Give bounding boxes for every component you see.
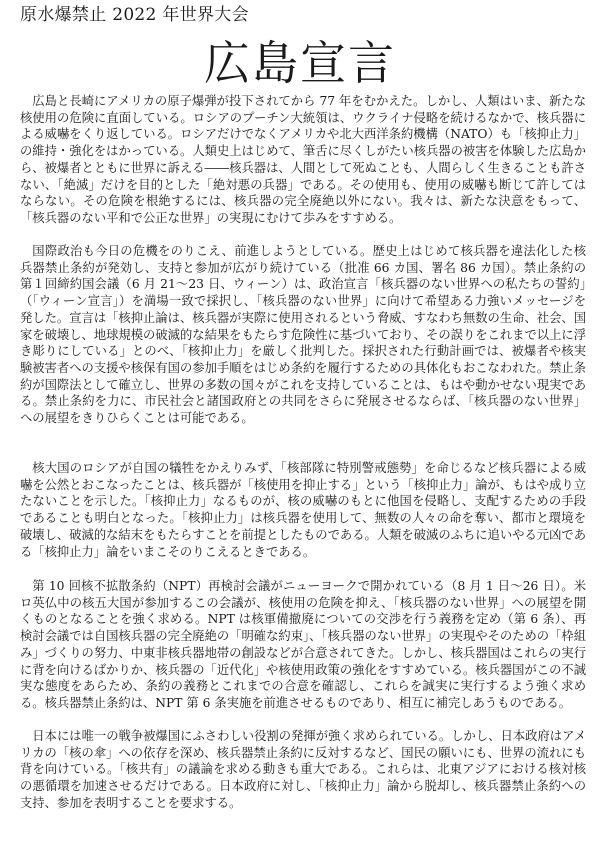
paragraph: 国際政治も今日の危機をのりこえ、前進しようとしている。歴史上はじめて核兵器を違法化した核兵器禁止条約が発効し、支持と参加が広がり続けている（批准 66 カ国、署名 86 カ国）。禁止条約の第１回締約国会議（6 月 21～23 日、ウィーン）は、政治宣言「核兵器のない世界への私たちの誓約」（「ウィーン宣言」）を満場一致で採択し、「核兵器のない世界」に向けて希望ある力強いメッセージを発した。宣言は「核抑止論は、核兵器が実際に使用されるという脅威、すなわち無数の生命、社会、国家を破壊し、地球規模の破滅的な結果をもたらす危険性に基づいており、その誤りをこれまで以上に浮き彫りにしている」とのべ、「核抑止力」を厳しく批判した。採択された行動計画では、被爆者や核実験被害者への支援や核保有国の参加手順をはじめ条約を履行するための具体化もおこなわれた。禁止条約が国際法として確立し、世界の多数の国々がこれを支持していることは、もはや動かせない現実である。禁止条約を力に、市民社会と諸国政府との共同をさらに発展させるならば、「核兵器のない世界」への展望をきりひらくことは可能である。 [20, 244, 586, 426]
page-title: 広島宣言 [204, 36, 396, 90]
conference-name: 原水爆禁止 2022 年世界大会 [20, 5, 249, 25]
paragraph: 核大国のロシアが自国の犠牲をかえりみず、「核部隊に特別警戒態勢」を命じるなど核兵器による威嚇を公然とおこなったことは、核兵器が「核使用を抑止する」という「核抑止力」論が、もはや成り立たないことを示した。「核抑止力」なるものが、核の威嚇のもとに他国を侵略し、支配するための手段であることも明白となった。「核抑止力」は核兵器を使用して、無数の人々の命を奪い、都市と環境を破壊し、破滅的な結末をもたらすことを前提としたものである。人類を破滅のふちに追いやる元凶である「核抑止力」論をいまこそのりこえるときである。 [20, 461, 586, 559]
paragraph: 日本には唯一の戦争被爆国にふさわしい役割の発揮が強く求められている。しかし、日本政府はアメリカの「核の傘」への依存を深め、核兵器禁止条約に反対するなど、国民の願いにも、世界の流れにも背を向けている。「核共有」の議論を求める動きも重大である。これらは、北東アジアにおける核対核の悪循環を加速させるだけである。日本政府に対し、「核抑止力」論から脱却し、核兵器禁止条約への支持、参加を表明することを要求する。 [20, 729, 586, 810]
paragraph: 第 10 回核不拡散条約（NPT）再検討会議がニューヨークで開かれている（8 月 1 日～26 日）。米ロ英仏中の核五大国が参加するこの会議が、核使用の危険を抑え、「核兵器のない世界」への展望を開くものとなることを強く求める。NPT は核軍備撤廃についての交渉を行う義務を定め（第 6 条）、再検討会議では自国核兵器の完全廃絶の「明確な約束」、「核兵器のない世界」の実現やそのための「枠組み」づくりの努力、中東非核兵器地帯の創設などが合意されてきた。しかし、核兵器国はこれらの実行に背を向けるばかりか、核兵器の「近代化」や核使用政策の強化をすすめている。核兵器国がこの不誠実な態度をあらため、条約の義務とこれまでの合意を確認し、これらを誠実に実行するよう強く求める。核兵器禁止条約は、NPT 第 6 条実施を前進させるものであり、相互に補完しあうものである。 [20, 579, 586, 710]
paragraph: 広島と長崎にアメリカの原子爆弾が投下されてから 77 年をむかえた。しかし、人類はいま、新たな核使用の危険に直面している。ロシアのプーチン大統領は、ウクライナ侵略を続けるなかで、核兵器による威嚇をくり返している。ロシアだけでなくアメリカや北大西洋条約機構（NATO）も「核抑止力」の維持・強化をはかっている。人類史上はじめて、筆舌に尽くしがたい核兵器の被害を体験した広島から、被爆者とともに世界に訴える――核兵器は、人間として死ぬことも、人間らしく生きることも許さない、「絶滅」だけを目的とした「絶対悪の兵器」である。その使用も、使用の威嚇も断じて許してはならない。その危険を根絶するには、核兵器の完全廃絶以外にない。我々は、新たな決意をもって、「核兵器のない平和で公正な世界」の実現にむけて歩みをすすめる。 [20, 94, 586, 225]
